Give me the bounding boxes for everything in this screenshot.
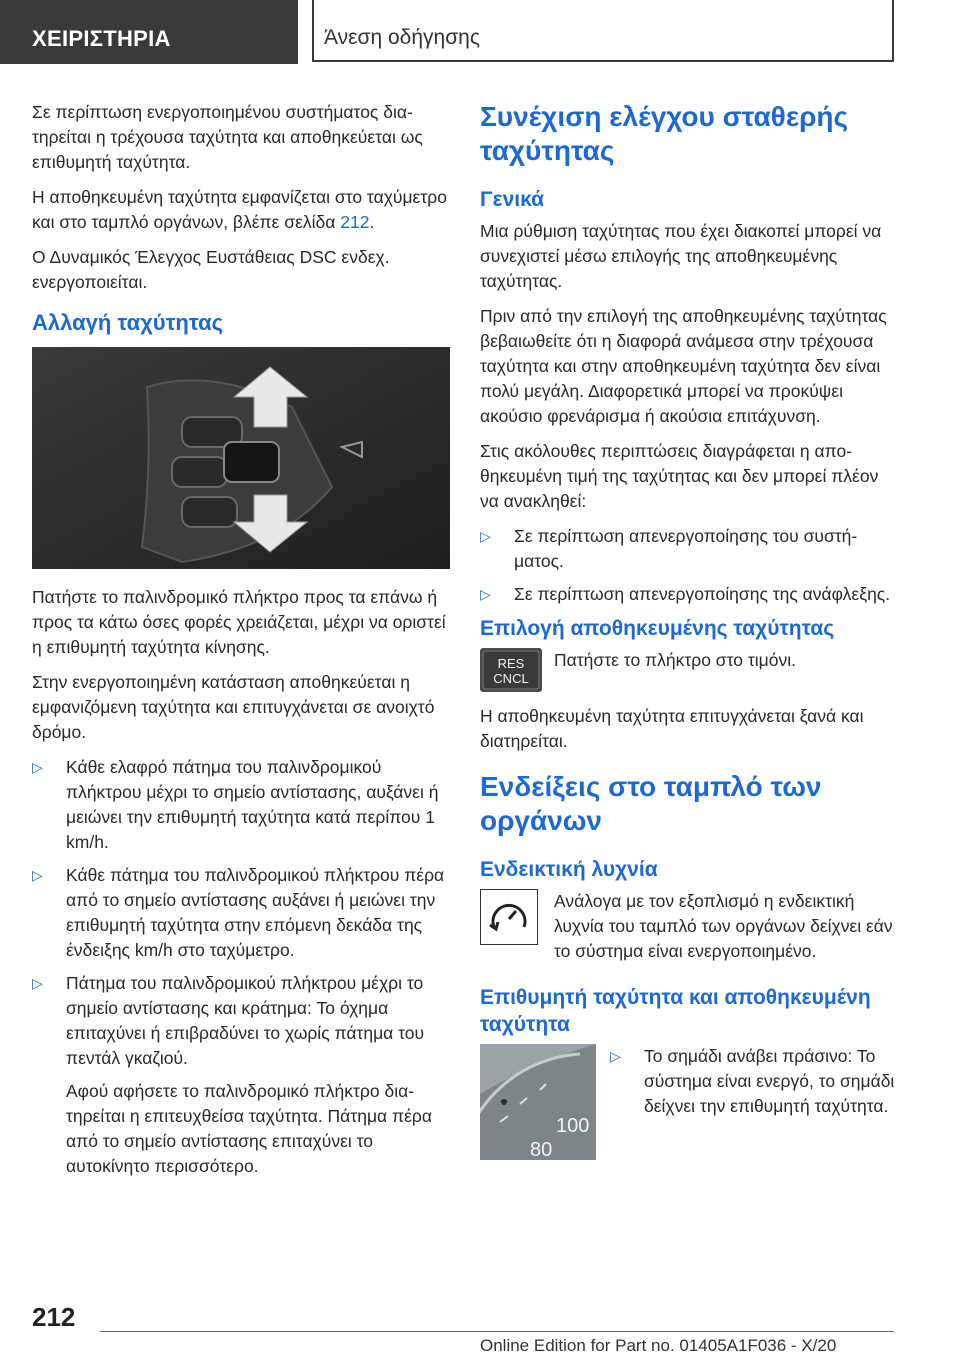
gauge-row: [480, 1044, 898, 1164]
list-item-text: Το σημάδι ανάβει πράσινο: Το σύστημα είναι ενεργό, το σημάδι δείχνει την επιθυμητή ταχύτητα.: [644, 1046, 895, 1116]
page-link[interactable]: 212: [340, 212, 370, 232]
triangle-bullet-icon: ▷: [32, 759, 43, 775]
right-column: [480, 100, 898, 1164]
footer-divider: [100, 1331, 894, 1332]
section-title: ΧΕΙΡΙΣΤΗΡΙΑ: [32, 26, 171, 51]
list-item-text: Σε περίπτωση απενεργοποίησης της ανάφλεξης.: [514, 584, 891, 604]
triangle-bullet-icon: ▷: [32, 867, 43, 883]
list-item: [480, 582, 898, 607]
list-item: [480, 524, 898, 574]
page-header: [0, 0, 960, 66]
paragraph-text: Η αποθηκευμένη ταχύτητα εμφανίζεται στο ταχύμετρο και στο ταμπλό οργάνων, βλέπε σελίδα: [32, 187, 447, 232]
list-item-text: Σε περίπτωση απενεργοποίησης του συστήματος.: [514, 526, 858, 571]
list-item-text: Πάτημα του παλινδρομικού πλήκτρου μέχρι το σημείο αντίστασης και κράτημα: Το όχημα επιταχύνει ή επιβραδύνει το χωρίς πάτημα του πεντάλ γκαζιού.: [66, 973, 425, 1068]
triangle-bullet-icon: ▷: [480, 528, 491, 544]
paragraph: Ο Δυναμικός Έλεγχος Ευστάθειας DSC ενδεχ. ενεργοποιείται.: [32, 247, 390, 292]
res-label: RES: [497, 656, 525, 671]
heading-change-speed: Αλλαγή ταχύτητας: [32, 310, 224, 335]
gauge-label-100: 100: [556, 1115, 590, 1137]
paragraph: Σε περίπτωση ενεργοποιημένου συστήματος διατηρείται η τρέχουσα ταχύτητα και αποθηκεύεται ως επιθυμητή ταχύτητα.: [32, 102, 423, 172]
heading-desired-speed: Επιθυμητή ταχύτητα και αποθηκευμένη ταχύτητα: [480, 986, 871, 1036]
paragraph: Ανάλογα με τον εξοπλισμό η ενδεικτική λυχνία του ταμπλό των οργάνων δείχνει εάν το σύστημα είναι ενεργοποιημένο.: [554, 891, 893, 961]
chapter-title: Άνεση οδήγησης: [324, 26, 480, 49]
section-tab: [0, 0, 298, 64]
heading-resume-cruise: Συνέχιση ελέγχου σταθερής ταχύτητας: [480, 101, 849, 166]
res-cncl-button-icon: [480, 648, 542, 692]
res-cncl-row: [480, 648, 898, 692]
paragraph-text: .: [369, 212, 375, 232]
gauge-label-80: 80: [530, 1139, 553, 1160]
page-number: 212: [32, 1302, 76, 1332]
triangle-bullet-icon: ▷: [480, 586, 491, 602]
list-item-text: Κάθε πάτημα του παλινδρομικού πλήκτρου πέρα από το σημείο αντίστασης αυξάνει ή μειώνει την επιθυμητή ταχύτητα στην επόμενη δεκάδα της ένδειξης km/h στο ταχύμετρο.: [66, 865, 445, 960]
cruise-control-lamp-icon: [480, 889, 538, 945]
heading-select-stored-speed: Επιλογή αποθηκευμένης ταχύτητας: [480, 617, 835, 640]
steering-wheel-rocker-image: [32, 347, 450, 569]
triangle-bullet-icon: ▷: [32, 975, 43, 991]
chapter-tab: [312, 0, 894, 62]
paragraph: Στις ακόλουθες περιπτώσεις διαγράφεται η αποθηκευμένη τιμή της ταχύτητας και δεν μπορεί πλέον να ανακληθεί:: [480, 441, 879, 511]
list-item: [32, 971, 450, 1071]
paragraph: Πατήστε το παλινδρομικό πλήκτρο προς τα επάνω ή προς τα κάτω όσες φορές χρειάζεται, μέχρι να οριστεί η επιθυμητή ταχύτητα κίνησης.: [32, 587, 446, 657]
paragraph: Στην ενεργοποιημένη κατάσταση αποθηκεύεται η εμφανιζόμενη ταχύτητα και επιτυγχάνεται σε ανοιχτό δρόμο.: [32, 672, 435, 742]
cncl-label: CNCL: [493, 671, 529, 686]
paragraph: Η αποθηκευμένη ταχύτητα επιτυγχάνεται ξανά και διατηρείται.: [480, 706, 864, 751]
heading-general: Γενικά: [480, 188, 545, 211]
paragraph: Πατήστε το πλήκτρο στο τιμόνι.: [554, 650, 796, 670]
paragraph: Μια ρύθμιση ταχύτητας που έχει διακοπεί μπορεί να συνεχιστεί μέσω επιλογής της αποθηκευμένης ταχύτητας.: [480, 221, 882, 291]
heading-indicator-lamp: Ενδεικτική λυχνία: [480, 858, 658, 881]
speedometer-image: [480, 1044, 596, 1160]
edition-note: Online Edition for Part no. 01405A1F036 - X/20: [480, 1336, 837, 1355]
paragraph: Πριν από την επιλογή της αποθηκευμένης ταχύτητας βεβαιωθείτε ότι η διαφορά ανάμεσα στην τρέχουσα ταχύτητα και στην αποθηκευμένη ταχύτητα δεν είναι πολύ μεγάλη. Διαφορετικά μπορεί να προκύψει ακούσιο φρενάρισμα ή ακούσια επιτάχυνση.: [480, 306, 887, 426]
indicator-lamp-row: [480, 889, 898, 964]
paragraph: Αφού αφήσετε το παλινδρομικό πλήκτρο διατηρείται η επιτευχθείσα ταχύτητα. Πάτημα πέρα από το σημείο αντίστασης επιταχύνει το αυτοκίνητο περισσότερο.: [66, 1081, 432, 1176]
list-item-text: Κάθε ελαφρό πάτημα του παλινδρομικού πλήκτρου μέχρι το σημείο αντίστασης, αυξάνει ή μειώνει την επιθυμητή ταχύτητα κατά περίπου 1 km/h.: [66, 757, 439, 852]
triangle-bullet-icon: ▷: [610, 1048, 621, 1064]
list-item: [32, 863, 450, 963]
left-column: [32, 100, 450, 1189]
list-item: [32, 755, 450, 855]
list-item: [610, 1044, 932, 1119]
heading-instrument-cluster: Ενδείξεις στο ταμπλό των οργάνων: [480, 771, 822, 836]
paragraph: [32, 185, 450, 235]
